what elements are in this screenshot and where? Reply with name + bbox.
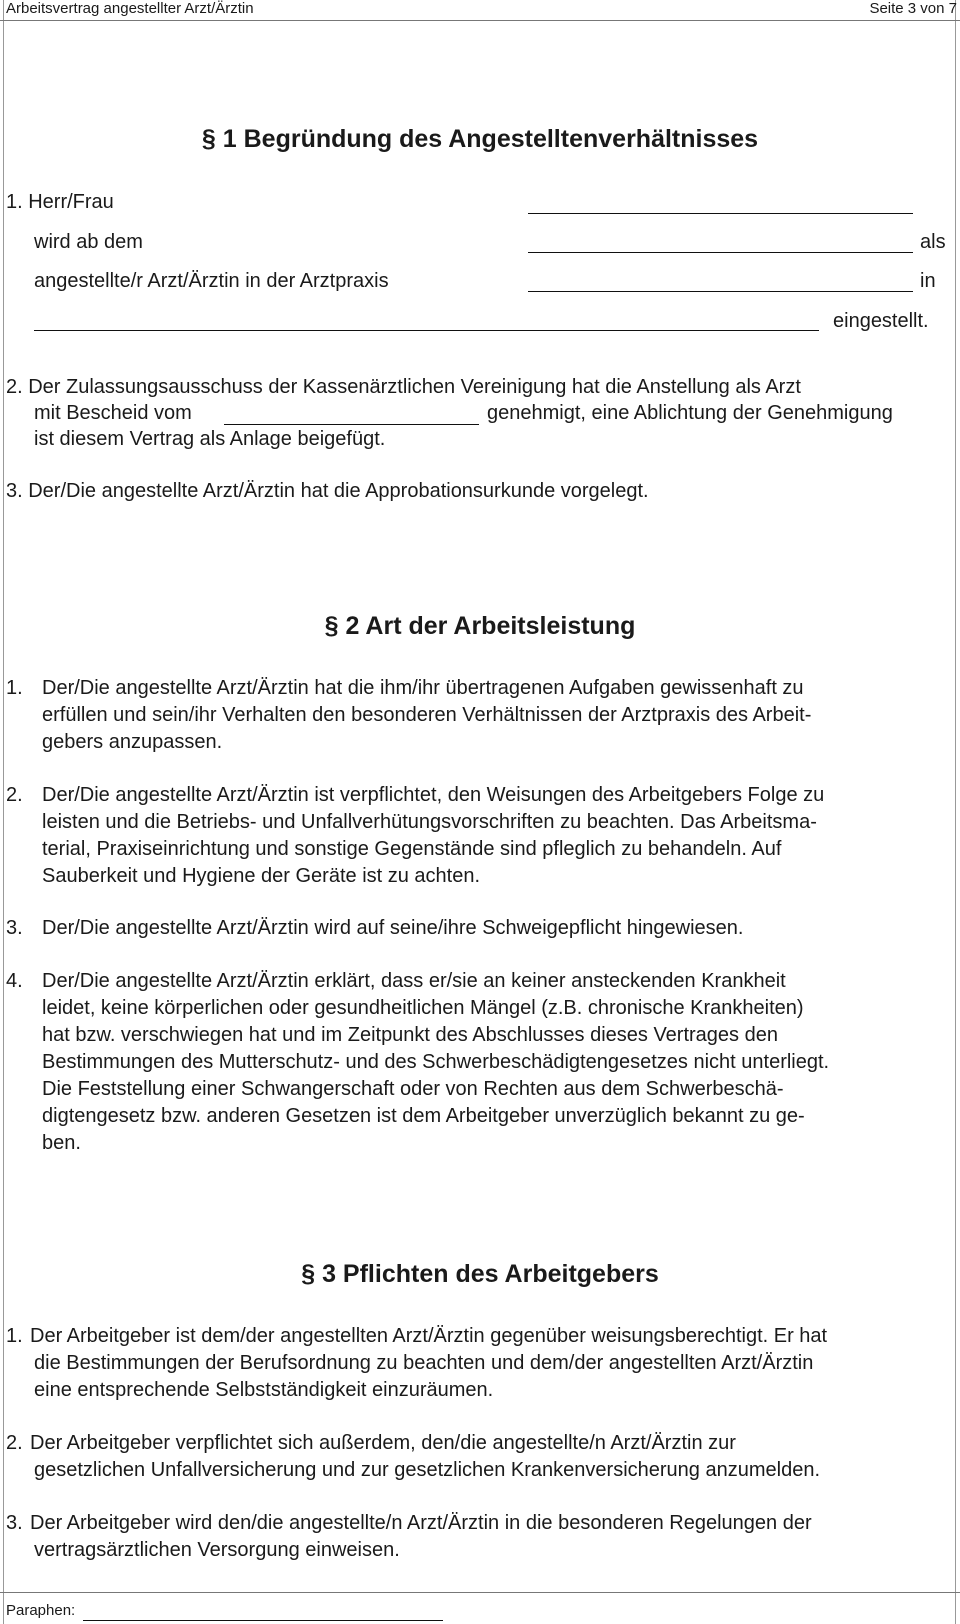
s3-item1-line2: die Bestimmungen der Berufsordnung zu beachten und dem/der angestellten Arzt/Ärztin (34, 1352, 814, 1374)
s2-item4-line2: leidet, keine körperlichen oder gesundheitlichen Mängel (z.B. chronische Krankheiten) (42, 997, 804, 1019)
s2-item3-number: 3. (6, 917, 23, 939)
practice-blank-line[interactable] (528, 291, 913, 292)
page-number: Seite 3 von 7 (869, 0, 957, 17)
s2-item4-line3: hat bzw. verschwiegen hat und im Zeitpunkt des Abschlusses dieses Vertrages den (42, 1024, 778, 1046)
s3-item3-line2: vertragsärztlichen Versorgung einweisen. (34, 1539, 400, 1561)
s1-item2-line2b: genehmigt, eine Ablichtung der Genehmigung (487, 402, 893, 424)
s3-item1-line3: eine entsprechende Selbstständigkeit einzuräumen. (34, 1379, 494, 1401)
name-blank-line[interactable] (528, 213, 913, 214)
s2-item4-line7: ben. (42, 1132, 81, 1154)
document-title: Arbeitsvertrag angestellter Arzt/Ärztin (6, 0, 254, 17)
s2-item4-number: 4. (6, 970, 23, 992)
start-date-blank-line[interactable] (528, 252, 913, 253)
s2-item2-line1: Der/Die angestellte Arzt/Ärztin ist verpflichtet, den Weisungen des Arbeitgebers Folge zu (42, 784, 825, 806)
paraphen-label: Paraphen: (6, 1602, 76, 1619)
s3-item3-line1: Der Arbeitgeber wird den/die angestellte/n Arzt/Ärztin in die besonderen Regelungen der (30, 1512, 812, 1534)
s1-item1-eingestellt: eingestellt. (833, 310, 929, 332)
s1-item2-line1: 2. Der Zulassungsausschuss der Kassenärztlichen Vereinigung hat die Anstellung als Arzt (6, 376, 801, 398)
s1-item1-label: 1. Herr/Frau (6, 191, 114, 213)
page-border-left (3, 0, 4, 1624)
s2-item2-number: 2. (6, 784, 23, 806)
location-blank-line[interactable] (34, 330, 819, 331)
s3-item1-line1: Der Arbeitgeber ist dem/der angestellten Arzt/Ärztin gegenüber weisungsberechtigt. Er hat (30, 1325, 828, 1347)
s1-item1-als: als (920, 231, 946, 253)
section-1-heading: § 1 Begründung des Angestelltenverhältnisses (201, 125, 759, 153)
s1-item2-line3: ist diesem Vertrag als Anlage beigefügt. (34, 428, 386, 450)
s2-item1-line1: Der/Die angestellte Arzt/Ärztin hat die ihm/ihr übertragenen Aufgaben gewissenhaft zu (42, 677, 804, 699)
s2-item3-line1: Der/Die angestellte Arzt/Ärztin wird auf seine/ihre Schweigepflicht hingewiesen. (42, 917, 744, 939)
s1-item3: 3. Der/Die angestellte Arzt/Ärztin hat die Approbationsurkunde vorgelegt. (6, 480, 649, 502)
s2-item2-line3: terial, Praxiseinrichtung und sonstige Gegenstände sind pfleglich zu behandeln. Auf (42, 838, 782, 860)
footer-divider (0, 1592, 960, 1593)
paraphen-blank-line[interactable] (83, 1620, 443, 1621)
s1-item1-start-text: wird ab dem (34, 231, 143, 253)
s2-item4-line4: Bestimmungen des Mutterschutz- und des Schwerbeschädigtengesetzes nicht unterliegt. (42, 1051, 830, 1073)
s2-item1-number: 1. (6, 677, 23, 699)
s1-item1-in: in (920, 270, 936, 292)
section-3-heading: § 3 Pflichten des Arbeitgebers (301, 1260, 659, 1288)
s1-item2-line2a: mit Bescheid vom (34, 402, 192, 424)
s1-item1-practice-text: angestellte/r Arzt/Ärztin in der Arztpraxis (34, 270, 389, 292)
approval-date-blank-line[interactable] (224, 424, 479, 425)
s2-item2-line2: leisten und die Betriebs- und Unfallverhütungsvorschriften zu beachten. Das Arbeitsma- (42, 811, 817, 833)
page-border-right (955, 0, 956, 1624)
section-2-heading: § 2 Art der Arbeitsleistung (324, 612, 636, 640)
s2-item1-line2: erfüllen und sein/ihr Verhalten den besonderen Verhältnissen der Arztpraxis des Arbeit- (42, 704, 812, 726)
s2-item1-line3: gebers anzupassen. (42, 731, 223, 753)
s3-item1-number: 1. (6, 1325, 23, 1347)
header-divider (0, 20, 960, 21)
s2-item4-line5: Die Feststellung einer Schwangerschaft oder von Rechten aus dem Schwerbeschä- (42, 1078, 784, 1100)
s2-item4-line1: Der/Die angestellte Arzt/Ärztin erklärt, dass er/sie an keiner ansteckenden Krankheit (42, 970, 786, 992)
s3-item2-number: 2. (6, 1432, 23, 1454)
s3-item2-line1: Der Arbeitgeber verpflichtet sich außerdem, den/die angestellte/n Arzt/Ärztin zur (30, 1432, 736, 1454)
s2-item4-line6: digtengesetz bzw. anderen Gesetzen ist dem Arbeitgeber unverzüglich bekannt zu ge- (42, 1105, 805, 1127)
s3-item2-line2: gesetzlichen Unfallversicherung und zur gesetzlichen Krankenversicherung anzumelden. (34, 1459, 821, 1481)
s3-item3-number: 3. (6, 1512, 23, 1534)
s2-item2-line4: Sauberkeit und Hygiene der Geräte ist zu achten. (42, 865, 481, 887)
